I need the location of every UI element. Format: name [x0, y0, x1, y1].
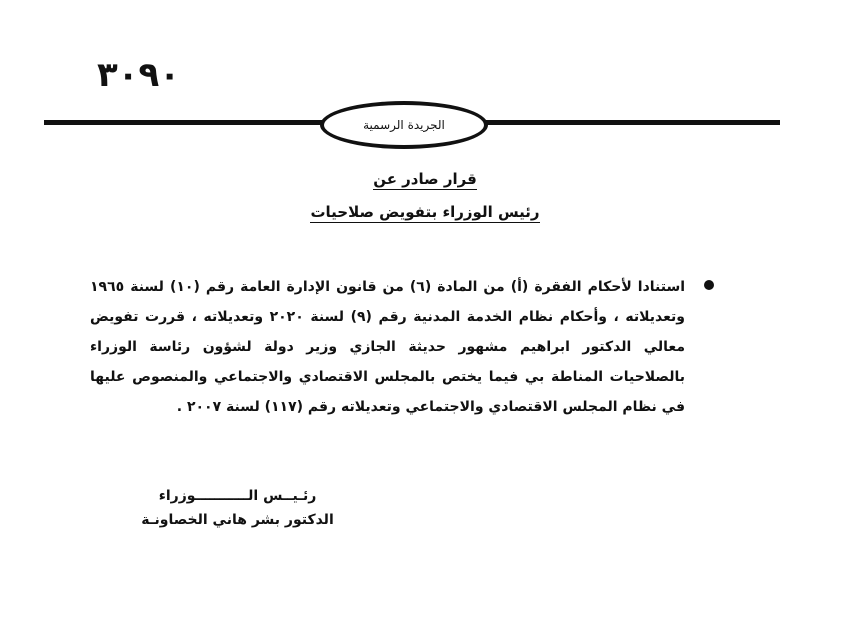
signatory-name: الدكتور بشر هاني الخصاونـة — [141, 512, 334, 528]
bullet-icon — [704, 280, 714, 290]
page-number: ٣٠٩٠ — [97, 55, 181, 95]
decision-title-text: قرار صادر عن — [373, 170, 477, 188]
decision-title-line2 — [200, 203, 650, 221]
decision-title-line1 — [200, 170, 650, 188]
gazette-emblem — [320, 101, 488, 149]
signatory-title: رئـيــس الـــــــــــوزراء — [158, 488, 317, 504]
signature-block — [120, 484, 355, 532]
decision-subject-text: رئيس الوزراء بتفويض صلاحيات — [310, 203, 540, 221]
decision-clause: استنادا لأحكام الفقرة (أ) من المادة (٦) من قانون الإدارة العامة رقم (١٠) لسنة ١٩٦٥ وتعديلاته ، وأحكام نظام الخدمة المدنية رقم (٩) لسنة ٢٠٢٠ وتعديلاته ، قررت تفويض معالي الدكتور ابراهيم مشهور حديثة الجازي وزير دولة لشؤون رئاسة الوزراء بالصلاحيات المناطة بي فيما يختص بالمجلس الاقتصادي والاجتماعي والمنصوص عليها في نظام المجلس الاقتصادي والاجتماعي وتعديلاته رقم (١١٧) لسنة ٢٠٠٧ . — [90, 279, 686, 415]
gazette-name: الجريدة الرسمية — [363, 118, 445, 132]
